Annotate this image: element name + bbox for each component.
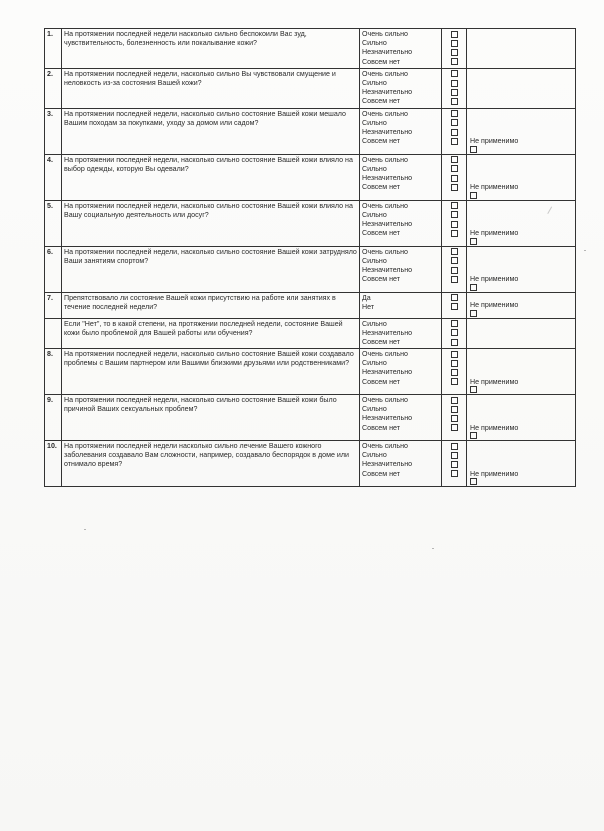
not-applicable-label: Не применимо	[470, 229, 519, 238]
not-applicable-cell	[467, 292, 576, 318]
answer-option-label: Да	[362, 293, 371, 302]
not-applicable-checkbox[interactable]	[470, 146, 477, 153]
answer-checkbox[interactable]	[451, 138, 458, 145]
answer-checkboxes	[442, 108, 467, 154]
scan-speck	[432, 548, 434, 549]
answer-checkboxes	[442, 349, 467, 395]
answer-options	[360, 349, 442, 395]
answer-checkbox[interactable]	[451, 89, 458, 96]
question-row	[45, 108, 576, 154]
answer-checkbox[interactable]	[451, 257, 458, 264]
answer-checkbox[interactable]	[451, 360, 458, 367]
answer-checkboxes	[442, 318, 467, 349]
answer-checkbox[interactable]	[451, 443, 458, 450]
not-applicable-option	[470, 137, 518, 152]
question-row	[45, 441, 576, 487]
answer-option-label: Незначительно	[362, 173, 413, 182]
answer-checkbox[interactable]	[451, 230, 458, 237]
not-applicable-cell	[467, 68, 576, 108]
answer-option-label: Незначительно	[362, 219, 413, 228]
not-applicable-checkbox[interactable]	[470, 432, 477, 439]
not-applicable-option	[470, 183, 518, 198]
question-text: На протяжении последней недели, насколько сильно состояние Вашей кожи затрудняло Ваши занятиям спортом?	[62, 246, 360, 292]
answer-options	[360, 154, 442, 200]
answer-checkbox[interactable]	[451, 98, 458, 105]
answer-checkbox[interactable]	[451, 461, 458, 468]
question-row	[45, 318, 576, 349]
answer-option-label: Очень сильно	[362, 350, 408, 359]
question-row	[45, 68, 576, 108]
answer-checkbox[interactable]	[451, 156, 458, 163]
not-applicable-label: Не применимо	[470, 183, 519, 192]
answer-checkbox[interactable]	[451, 70, 458, 77]
answer-option-label: Сильно	[362, 319, 387, 328]
answer-option-label: Сильно	[362, 359, 387, 368]
not-applicable-cell	[467, 395, 576, 441]
answer-checkboxes	[442, 29, 467, 69]
answer-checkboxes	[442, 154, 467, 200]
not-applicable-checkbox[interactable]	[470, 284, 477, 291]
not-applicable-checkbox[interactable]	[470, 310, 477, 317]
answer-option-label: Совсем нет	[362, 337, 400, 346]
question-text: На протяжении последней недели, насколько сильно Вы чувствовали смущение и неловкость из-за состояния Вашей кожи?	[62, 68, 360, 108]
not-applicable-label: Не применимо	[470, 137, 519, 146]
answer-option-label: Совсем нет	[362, 57, 400, 66]
question-text: На протяжении последней недели насколько сильно беспокоили Вас зуд, чувствительность, болезненность или покалывание кожи?	[62, 29, 360, 69]
answer-checkboxes	[442, 246, 467, 292]
answer-checkbox[interactable]	[451, 165, 458, 172]
question-row	[45, 200, 576, 246]
answer-checkbox[interactable]	[451, 40, 458, 47]
answer-options	[360, 318, 442, 349]
not-applicable-label: Не применимо	[470, 301, 519, 310]
answer-option-label: Совсем нет	[362, 97, 400, 106]
answer-checkbox[interactable]	[451, 202, 458, 209]
answer-option-label: Совсем нет	[362, 275, 400, 284]
answer-checkboxes	[442, 441, 467, 487]
answer-option-label: Сильно	[362, 118, 387, 127]
answer-checkbox[interactable]	[451, 378, 458, 385]
answer-option-label: Незначительно	[362, 127, 413, 136]
answer-option-label: Совсем нет	[362, 469, 400, 478]
question-number: 9.	[45, 395, 62, 441]
question-number: 7.	[45, 292, 62, 318]
question-number: 4.	[45, 154, 62, 200]
answer-options	[360, 395, 442, 441]
answer-checkbox[interactable]	[451, 339, 458, 346]
answer-checkbox[interactable]	[451, 303, 458, 310]
answer-option-label: Очень сильно	[362, 155, 408, 164]
answer-checkbox[interactable]	[451, 294, 458, 301]
answer-option-label: Незначительно	[362, 460, 413, 469]
not-applicable-cell	[467, 246, 576, 292]
answer-options	[360, 441, 442, 487]
question-row	[45, 29, 576, 69]
question-row	[45, 292, 576, 318]
answer-checkbox[interactable]	[451, 329, 458, 336]
answer-checkbox[interactable]	[451, 129, 458, 136]
questionnaire-table	[44, 28, 576, 487]
not-applicable-label: Не применимо	[470, 423, 519, 432]
answer-checkbox[interactable]	[451, 110, 458, 117]
not-applicable-cell	[467, 154, 576, 200]
question-number: 8.	[45, 349, 62, 395]
not-applicable-cell	[467, 318, 576, 349]
answer-checkboxes	[442, 68, 467, 108]
answer-checkbox[interactable]	[451, 452, 458, 459]
answer-option-label: Совсем нет	[362, 183, 400, 192]
not-applicable-cell	[467, 349, 576, 395]
not-applicable-label: Не применимо	[470, 469, 519, 478]
not-applicable-cell	[467, 29, 576, 69]
answer-option-label: Совсем нет	[362, 229, 400, 238]
answer-checkbox[interactable]	[451, 58, 458, 65]
answer-option-label: Незначительно	[362, 265, 413, 274]
not-applicable-cell	[467, 441, 576, 487]
question-text: На протяжении последней недели, насколько сильно состояние Вашей кожи мешало Вашим походам за покупками, уходу за домом или садом?	[62, 108, 360, 154]
question-text: На протяжении последней недели, насколько сильно состояние Вашей кожи влияло на выбор одежды, которую Вы одевали?	[62, 154, 360, 200]
question-text: На протяжении последней недели, насколько сильно состояние Вашей кожи влияло на Вашу социальную деятельность или досуг?	[62, 200, 360, 246]
not-applicable-checkbox[interactable]	[470, 238, 477, 245]
not-applicable-label: Не применимо	[470, 275, 519, 284]
answer-options	[360, 29, 442, 69]
question-text: На протяжении последней недели насколько сильно лечение Вашего кожного заболевания создавало Вам сложности, например, создавало беспорядок в доме или отнимало время?	[62, 441, 360, 487]
answer-option-label: Очень сильно	[362, 109, 408, 118]
answer-checkbox[interactable]	[451, 119, 458, 126]
answer-checkbox[interactable]	[451, 80, 458, 87]
answer-checkbox[interactable]	[451, 470, 458, 477]
not-applicable-checkbox[interactable]	[470, 478, 477, 485]
answer-checkbox[interactable]	[451, 276, 458, 283]
answer-option-label: Очень сильно	[362, 396, 408, 405]
answer-options	[360, 292, 442, 318]
not-applicable-option	[470, 275, 518, 290]
question-text: Препятствовало ли состояние Вашей кожи присутствию на работе или занятиях в течение последней недели?	[62, 292, 360, 318]
answer-option-label: Незначительно	[362, 368, 413, 377]
answer-option-label: Незначительно	[362, 88, 413, 97]
answer-options	[360, 108, 442, 154]
answer-option-label: Сильно	[362, 164, 387, 173]
answer-option-label: Сильно	[362, 210, 387, 219]
answer-option-label: Очень сильно	[362, 442, 408, 451]
answer-checkboxes	[442, 200, 467, 246]
pen-mark	[547, 206, 554, 215]
answer-checkbox[interactable]	[451, 267, 458, 274]
answer-option-label: Незначительно	[362, 414, 413, 423]
not-applicable-option	[470, 301, 518, 316]
answer-checkbox[interactable]	[451, 221, 458, 228]
answer-option-label: Сильно	[362, 256, 387, 265]
answer-option-label: Незначительно	[362, 328, 413, 337]
question-number: 2.	[45, 68, 62, 108]
question-number: 3.	[45, 108, 62, 154]
answer-checkbox[interactable]	[451, 248, 458, 255]
not-applicable-checkbox[interactable]	[470, 192, 477, 199]
answer-checkbox[interactable]	[451, 397, 458, 404]
question-text: Если "Нет", то в какой степени, на протяжении последней недели, состояние Вашей кожи было проблемой для Вашей работы или обучения?	[62, 318, 360, 349]
not-applicable-option	[470, 424, 518, 439]
answer-checkbox[interactable]	[451, 406, 458, 413]
question-text: На протяжении последней недели, насколько сильно состояние Вашей кожи создавало проблемы с Вашим партнером или Вашими близкими друзьями или родственниками?	[62, 349, 360, 395]
question-number: 1.	[45, 29, 62, 69]
answer-checkbox[interactable]	[451, 415, 458, 422]
question-number	[45, 318, 62, 349]
questionnaire-body	[45, 29, 576, 487]
not-applicable-option	[470, 378, 518, 393]
answer-checkbox[interactable]	[451, 31, 458, 38]
answer-options	[360, 68, 442, 108]
scan-speck	[84, 529, 86, 530]
not-applicable-option	[470, 470, 518, 485]
answer-checkbox[interactable]	[451, 351, 458, 358]
answer-option-label: Нет	[362, 302, 375, 311]
answer-checkbox[interactable]	[451, 49, 458, 56]
answer-option-label: Незначительно	[362, 48, 413, 57]
question-number: 5.	[45, 200, 62, 246]
not-applicable-option	[470, 229, 518, 244]
answer-checkbox[interactable]	[451, 369, 458, 376]
answer-checkbox[interactable]	[451, 184, 458, 191]
answer-checkbox[interactable]	[451, 175, 458, 182]
not-applicable-cell	[467, 108, 576, 154]
answer-options	[360, 200, 442, 246]
answer-option-label: Очень сильно	[362, 247, 408, 256]
question-text: На протяжении последней недели, насколько сильно состояние Вашей кожи было причиной Ваших сексуальных проблем?	[62, 395, 360, 441]
answer-option-label: Очень сильно	[362, 69, 408, 78]
answer-option-label: Совсем нет	[362, 423, 400, 432]
question-row	[45, 349, 576, 395]
answer-option-label: Сильно	[362, 451, 387, 460]
answer-checkboxes	[442, 395, 467, 441]
question-row	[45, 154, 576, 200]
answer-checkbox[interactable]	[451, 424, 458, 431]
answer-option-label: Очень сильно	[362, 30, 408, 38]
question-number: 6.	[45, 246, 62, 292]
not-applicable-cell	[467, 200, 576, 246]
not-applicable-label: Не применимо	[470, 377, 519, 386]
answer-option-label: Сильно	[362, 78, 387, 87]
answer-option-label: Сильно	[362, 39, 387, 48]
question-row	[45, 246, 576, 292]
answer-option-label: Совсем нет	[362, 377, 400, 386]
answer-checkboxes	[442, 292, 467, 318]
answer-option-label: Очень сильно	[362, 201, 408, 210]
question-row	[45, 395, 576, 441]
answer-option-label: Совсем нет	[362, 137, 400, 146]
answer-options	[360, 246, 442, 292]
not-applicable-checkbox[interactable]	[470, 386, 477, 393]
answer-checkbox[interactable]	[451, 320, 458, 327]
answer-checkbox[interactable]	[451, 211, 458, 218]
answer-option-label: Сильно	[362, 405, 387, 414]
scan-speck	[584, 250, 586, 251]
question-number: 10.	[45, 441, 62, 487]
